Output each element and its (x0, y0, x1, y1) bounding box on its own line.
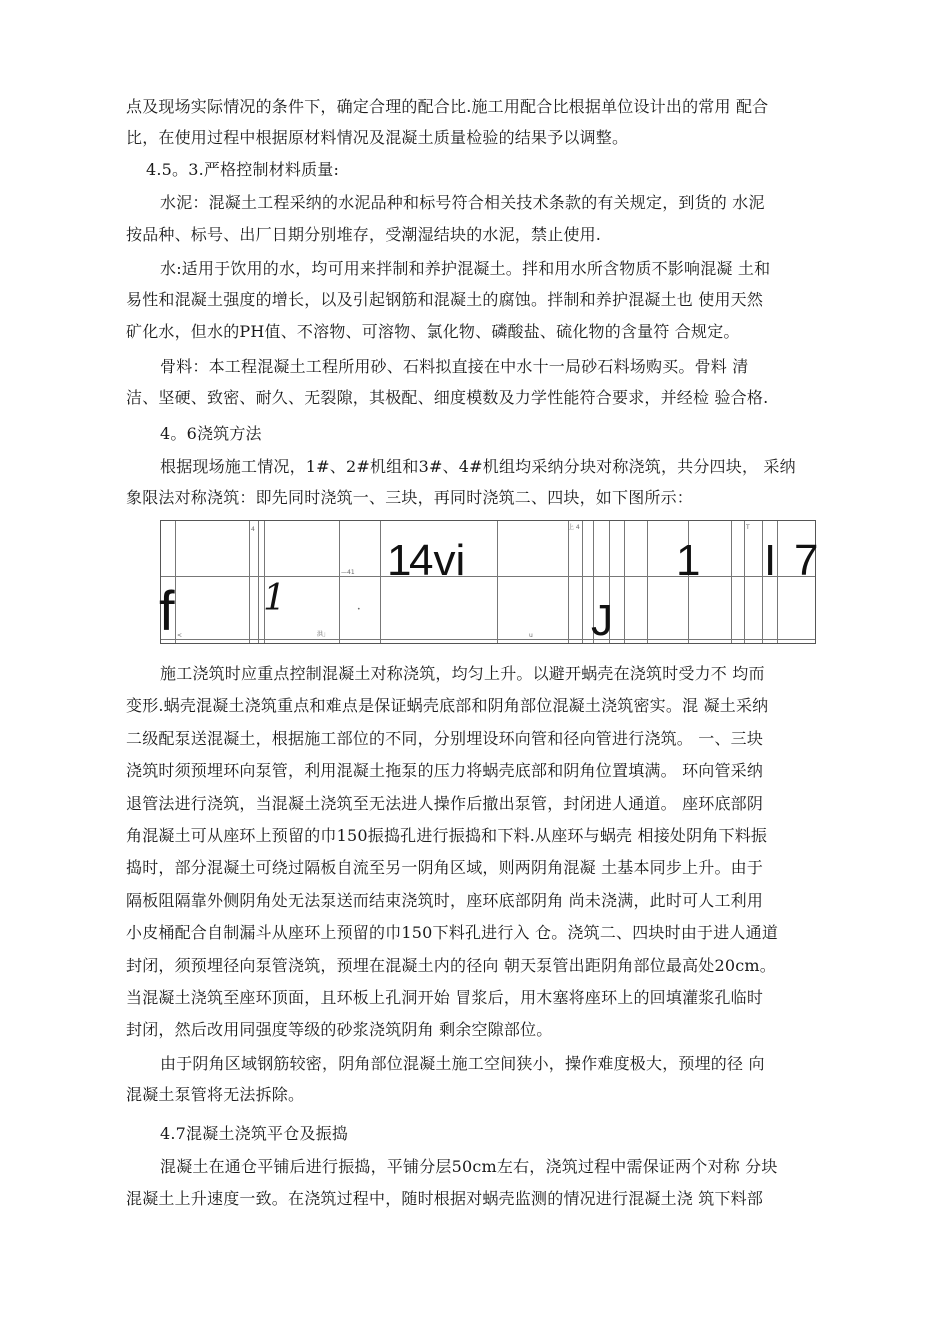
text-line: 易性和混凝土强度的增长，以及引起钢筋和混凝土的腐蚀。拌制和养护混凝土也 使用天然 (126, 290, 764, 309)
diagram-glyph: I (764, 536, 777, 585)
pouring-diagram (159, 520, 819, 645)
diagram-label: u (529, 632, 533, 639)
text-line: 封闭，然后改用同强度等级的砂浆浇筑阴角 剩余空隙部位。 (126, 1020, 553, 1039)
text-line: 小皮桶配合自制漏斗从座环上预留的巾150下料孔进行入 仓。浇筑二、四块时由于进人通道 (126, 923, 779, 942)
text-line: 由于阴角区域钢筋较密，阴角部位混凝土施工空间狭小，操作难度极大，预埋的径 向 (160, 1054, 765, 1073)
diagram-label: 上 4 (568, 524, 580, 531)
text-line: 水:适用于饮用的水，均可用来拌制和养护混凝土。拌和用水所含物质不影响混凝 土和 (160, 259, 771, 278)
text-line: 退管法进行浇筑，当混凝土浇筑至无法进人操作后撤出泵管，封闭进人通道。 座环底部阴 (126, 794, 764, 813)
section-heading-4-6: 4。6浇筑方法 (160, 424, 262, 443)
diagram-glyph: 1 (263, 578, 286, 619)
text-line: 骨料：本工程混凝土工程所用砂、石料拟直接在中水十一局砂石料场购买。骨料 清 (160, 357, 749, 376)
text-line: 根据现场施工情况，1#、2#机组和3#、4#机组均采纳分块对称浇筑，共分四块， 采纳 (160, 457, 796, 476)
diagram-label: 洪」 (317, 631, 330, 638)
diagram-label: —41 (341, 569, 355, 576)
diagram-glyph: 1 (676, 536, 701, 585)
diagram-glyph: 7 (794, 536, 819, 585)
text-line: 洁、坚硬、致密、耐久、无裂隙，其极配、细度模数及力学性能符合要求，并经检 验合格. (126, 388, 769, 407)
text-line: 象限法对称浇筑：即先同时浇筑一、三块，再同时浇筑二、四块，如下图所示： (126, 488, 694, 507)
text-line: 混凝土上升速度一致。在浇筑过程中，随时根据对蜗壳监测的情况进行混凝土浇 筑下料部 (126, 1189, 764, 1208)
diagram-label: < (177, 632, 183, 639)
diagram-glyph: 4vi (409, 536, 466, 585)
text-line: 点及现场实际情况的条件下，确定合理的配合比.施工用配合比根据单位设计出的常用 配合 (126, 97, 769, 116)
text-line: 浇筑时须预埋环向泵管，利用混凝土拖泵的压力将蜗壳底部和阴角位置填满。 环向管采纳 (126, 761, 764, 780)
text-line: 变形.蜗壳混凝土浇筑重点和难点是保证蜗壳底部和阴角部位混凝土浇筑密实。混 凝土采纳 (126, 696, 769, 715)
section-heading-4-7: 4.7混凝土浇筑平仓及振捣 (160, 1124, 349, 1143)
diagram-label: • (357, 606, 361, 613)
section-heading-4-5-3: 4.5。3.严格控制材料质量: (146, 160, 340, 179)
text-line: 二级配泵送混凝土，根据施工部位的不同，分别埋设环向管和径向管进行浇筑。 一、三块 (126, 729, 764, 748)
diagram-glyph: f (159, 579, 175, 642)
text-line: 比，在使用过程中根据原材料情况及混凝土质量检验的结果予以调整。 (126, 128, 629, 147)
text-line: 封闭，须预埋径向泵管浇筑，预埋在混凝土内的径向 朝天泵管出距阴角部位最高处20cm。 (126, 956, 776, 975)
text-line: 混凝土在通仓平铺后进行振捣，平铺分层50cm左右，浇筑过程中需保证两个对称 分块 (160, 1157, 778, 1176)
diagram-glyph: 1 (387, 536, 412, 585)
text-line: 角混凝土可从座环上预留的巾150振捣孔进行振捣和下料.从座环与蜗壳 相接处阴角下料振 (126, 826, 768, 845)
text-line: 混凝土泵管将无法拆除。 (126, 1085, 305, 1104)
text-line: 捣时，部分混凝土可绕过隔板自流至另一阴角区域，则两阴角混凝 土基本同步上升。由于 (126, 858, 764, 877)
text-line: 隔板阻隔靠外侧阴角处无法泵送而结束浇筑时，座环底部阴角 尚未浇满，此时可人工利用 (126, 891, 764, 910)
diagram-glyph: J (591, 596, 613, 645)
text-line: 施工浇筑时应重点控制混凝土对称浇筑，均匀上升。以避开蜗壳在浇筑时受力不 均而 (160, 664, 765, 683)
text-line: 水泥：混凝土工程采纳的水泥品种和标号符合相关技术条款的有关规定，到货的 水泥 (160, 193, 765, 212)
diagram-label: 4 (251, 526, 255, 533)
text-line: 当混凝土浇筑至座环顶面，且环板上孔洞开始 冒浆后，用木塞将座环上的回填灌浆孔临时 (126, 988, 764, 1007)
diagram-label: T (746, 524, 750, 531)
text-line: 按品种、标号、出厂日期分别堆存，受潮湿结块的水泥，禁止使用. (126, 225, 602, 244)
text-line: 矿化水，但水的PH值、不溶物、可溶物、氯化物、磷酸盐、硫化物的含量符 合规定。 (126, 322, 740, 341)
